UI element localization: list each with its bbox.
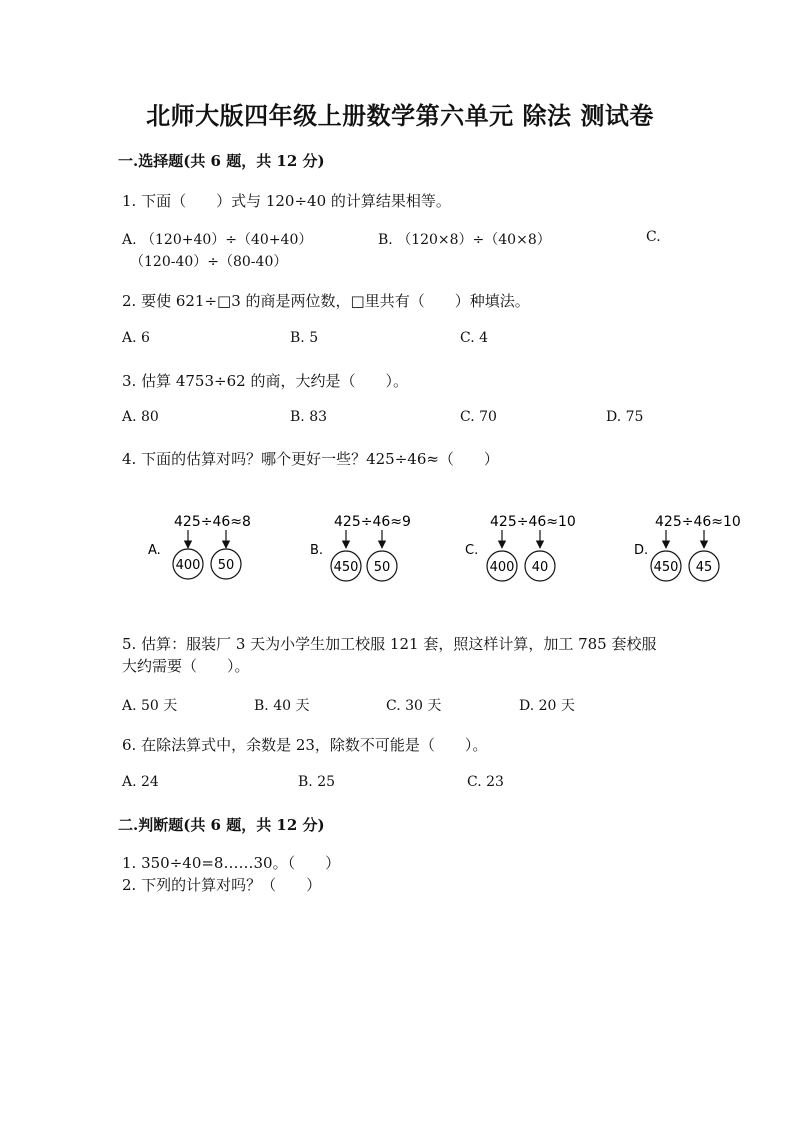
question-1-stem: 1. 下面（ ）式与 120÷40 的计算结果相等。 (122, 192, 451, 210)
question-4-stem: 4. 下面的估算对吗？哪个更好一些？425÷46≈（ ） (122, 450, 499, 468)
figure-b-right-value: 50 (373, 560, 391, 575)
judgment-1: 1. 350÷40=8……30。（ ） (122, 854, 341, 872)
figure-d (634, 514, 741, 581)
figure-d-left-value: 450 (653, 560, 679, 575)
section-2-heading: 二.判断题(共 6 题，共 12 分) (118, 816, 325, 834)
question-5-option-c: C. 30 天 (386, 698, 442, 714)
judgment-2: 2. 下列的计算对吗？（ ） (122, 876, 322, 894)
question-1-option-a: A. （120+40）÷（40+40） (122, 232, 313, 248)
question-2-stem: 2. 要使 621÷□3 的商是两位数，□里共有（ ）种填法。 (122, 292, 530, 310)
figure-b (310, 514, 411, 581)
figure-c-right-value: 40 (531, 560, 549, 575)
question-1-option-c-text: （120-40）÷（80-40） (130, 254, 288, 270)
question-4-figures (0, 500, 800, 600)
question-5-option-a: A. 50 天 (122, 698, 178, 714)
question-6-stem: 6. 在除法算式中，余数是 23，除数不可能是（ ）。 (122, 736, 488, 754)
question-6-option-c: C. 23 (467, 774, 504, 790)
figure-c (465, 514, 576, 581)
question-1-option-c: C. (646, 229, 661, 245)
question-3-stem: 3. 估算 4753÷62 的商，大约是（ ）。 (122, 372, 408, 390)
figure-a-left-value: 400 (175, 558, 201, 573)
question-3-option-d: D. 75 (606, 409, 644, 425)
figure-b-letter: B. (310, 543, 324, 558)
figure-c-expression: 425÷46≈10 (490, 514, 576, 530)
figure-b-left-value: 450 (333, 560, 359, 575)
page-title: 北师大版四年级上册数学第六单元 除法 测试卷 (146, 101, 654, 130)
figure-d-letter: D. (634, 543, 649, 558)
question-6-option-b: B. 25 (298, 774, 336, 790)
question-1-option-b: B. （120×8）÷（40×8） (378, 232, 551, 248)
question-6-option-a: A. 24 (122, 774, 159, 790)
question-2-option-c: C. 4 (460, 330, 489, 346)
figure-b-expression: 425÷46≈9 (334, 514, 411, 530)
figure-c-letter: C. (465, 543, 479, 558)
section-1-heading: 一.选择题(共 6 题，共 12 分) (118, 152, 325, 170)
question-3-option-b: B. 83 (290, 409, 328, 425)
figure-a-letter: A. (148, 543, 161, 558)
figure-d-right-value: 45 (695, 560, 713, 575)
figure-c-left-value: 400 (489, 560, 515, 575)
question-5-option-d: D. 20 天 (519, 698, 575, 714)
question-3-option-c: C. 70 (460, 409, 497, 425)
question-5-stem-line-1: 5. 估算：服装厂 3 天为小学生加工校服 121 套，照这样计算，加工 785 套校服 (122, 635, 657, 653)
figure-a-expression: 425÷46≈8 (174, 514, 251, 530)
question-2-option-a: A. 6 (122, 330, 150, 346)
question-2-option-b: B. 5 (290, 330, 319, 346)
figure-a (148, 514, 251, 579)
figure-a-right-value: 50 (217, 558, 235, 573)
question-5-option-b: B. 40 天 (254, 698, 310, 714)
figure-d-expression: 425÷46≈10 (655, 514, 741, 530)
question-3-option-a: A. 80 (122, 409, 159, 425)
question-5-stem-line-2: 大约需要（ ）。 (122, 657, 250, 675)
